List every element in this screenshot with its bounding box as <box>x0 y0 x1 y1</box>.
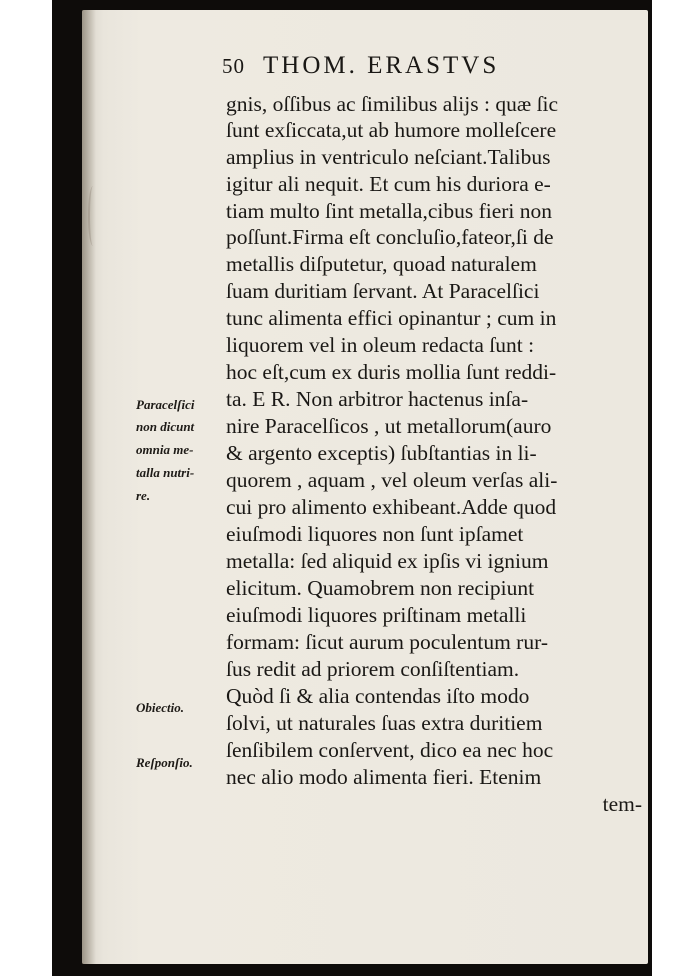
text-line: tiam multo ſint metalla,cibus fieri non <box>226 199 553 223</box>
text-line: metalla: ſed aliquid ex ipſis vi ignium <box>226 549 549 573</box>
text-line: igitur ali nequit. Et cum his duriora e- <box>226 172 551 196</box>
text-line: ſus redit ad priorem conſiſtentiam. <box>226 657 520 681</box>
page-number: 50 <box>222 54 245 78</box>
text-line: eiuſmodi liquores non ſunt ipſamet <box>226 522 524 546</box>
margin-note: talla nutri- <box>136 465 195 480</box>
text-line: eiuſmodi liquores priſtinam metalli <box>226 603 527 627</box>
text-line: ta. E R. Non arbitror hactenus inſa- <box>226 387 529 411</box>
page-edge-curl <box>88 186 98 246</box>
margin-note: omnia me- <box>136 442 194 457</box>
text-line: gnis, oſſibus ac ſimilibus alijs : quæ ſic <box>226 92 559 116</box>
text-line: ſuam duritiam ſervant. At Paracelſici <box>226 279 540 303</box>
text-line: amplius in ventriculo neſciant.Talibus <box>226 145 551 169</box>
text-line: metallis diſputetur, quoad naturalem <box>226 252 537 276</box>
text-line: formam: ſicut aurum poculentum rur- <box>226 630 548 654</box>
text-line: hoc eſt,cum ex duris mollia ſunt reddi- <box>226 360 557 384</box>
text-line: liquorem vel in oleum redacta ſunt : <box>226 333 535 357</box>
text-line: ſolvi, ut naturales ſuas extra duritiem <box>226 711 543 735</box>
text-line: Quòd ſi & alia contendas iſto modo <box>226 684 530 708</box>
text-line: cui pro alimento exhibeant.Adde quod <box>226 495 557 519</box>
text-line: nec alio modo alimenta fieri. Etenim <box>226 765 542 789</box>
text-line: quorem , aquam , vel oleum verſas ali- <box>226 468 558 492</box>
text-line: ſenſibilem conſervent, dico ea nec hoc <box>226 738 554 762</box>
margin-note: re. <box>136 488 151 503</box>
margin-note: Paracelſici <box>136 397 195 412</box>
running-title: THOM. ERASTVS <box>263 52 500 79</box>
text-line: tunc alimenta effici opinantur ; cum in <box>226 306 557 330</box>
page-header <box>222 52 499 80</box>
margin-note: Reſponſio. <box>136 755 193 770</box>
text-line: nire Paracelſicos , ut metallorum(auro <box>226 414 552 438</box>
margin-note: non dicunt <box>136 419 195 434</box>
catchword: tem- <box>602 792 642 816</box>
text-line: elicitum. Quamobrem non recipiunt <box>226 576 535 600</box>
text-line: poſſunt.Firma eſt concluſio,fateor,ſi de <box>226 225 554 249</box>
text-line: & argento exceptis) ſubſtantias in li- <box>226 441 537 465</box>
spine-shadow <box>82 10 96 964</box>
text-line: ſunt exſiccata,ut ab humore molleſcere <box>226 118 557 142</box>
margin-note: Obiectio. <box>136 700 185 715</box>
